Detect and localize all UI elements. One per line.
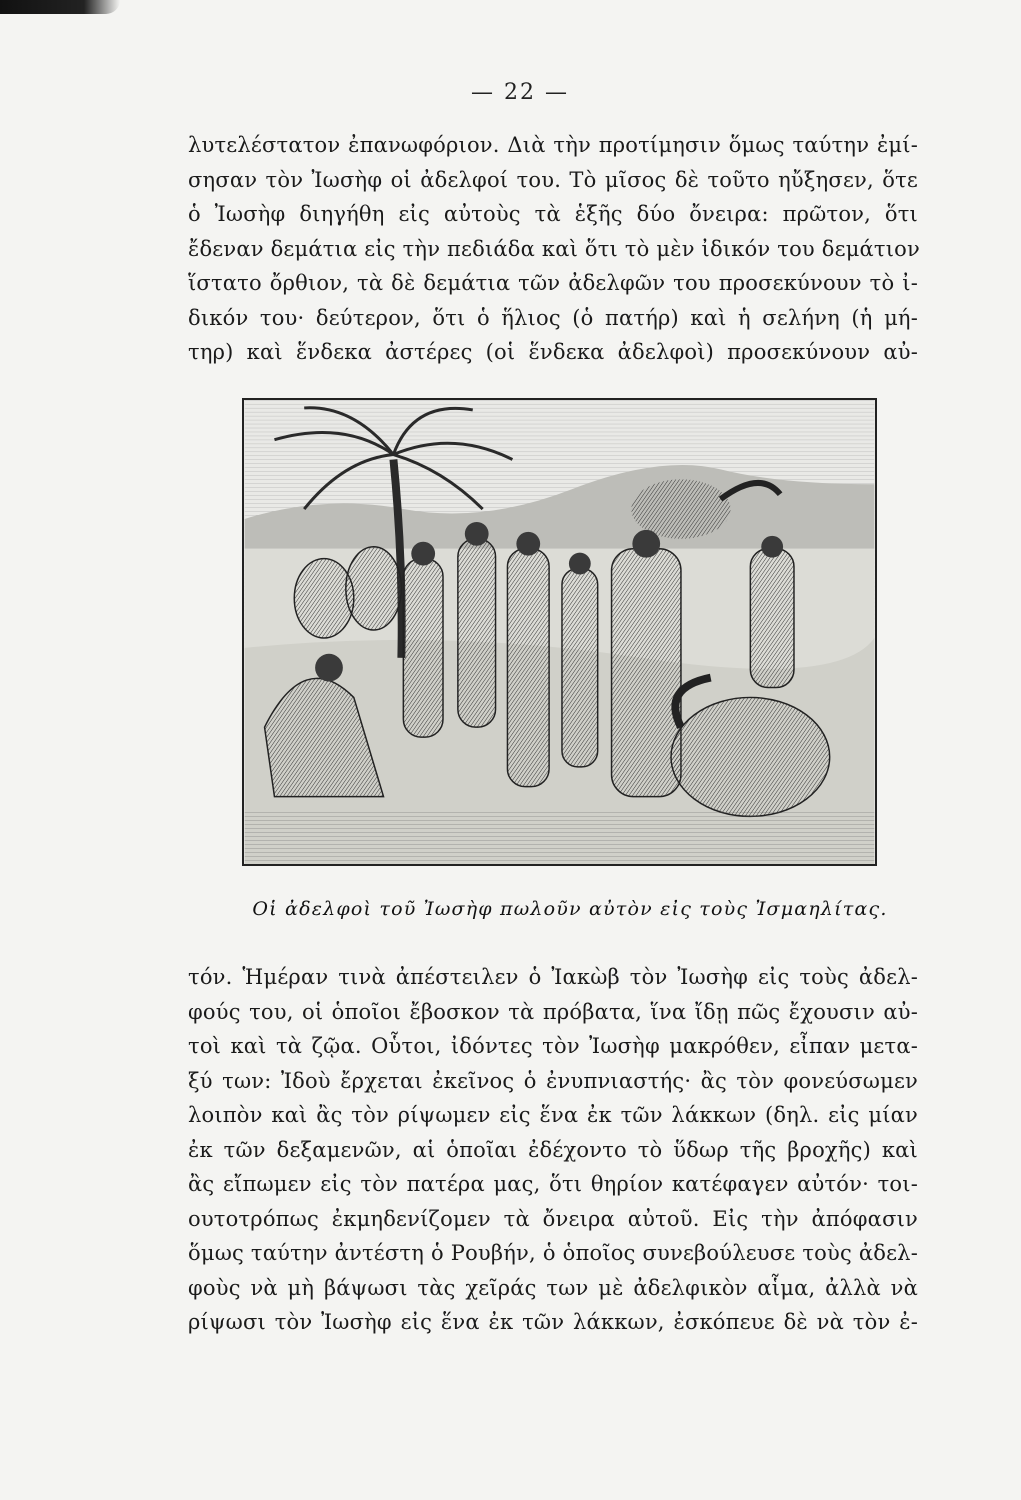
text-line: ξύ των: Ἰδοὺ ἔρχεται ἐκεῖνος ὁ ἐνυπνιαστής· ἂς τὸν φονεύσωμεν xyxy=(188,1068,918,1093)
paragraph-bottom xyxy=(188,960,918,1340)
paragraph-top xyxy=(188,128,918,370)
text-line: τοὶ καὶ τὰ ζῷα. Οὗτοι, ἰδόντες τὸν Ἰωσὴφ μακρόθεν, εἶπαν μετα- xyxy=(188,1034,918,1058)
text-line: τόν. Ἡμέραν τινὰ ἀπέστειλεν ὁ Ἰακὼβ τὸν Ἰωσὴφ εἰς τοὺς ἀδελ- xyxy=(188,965,918,989)
text-line: ρίψωσι τὸν Ἰωσὴφ εἰς ἕνα ἐκ τῶν λάκκων, ἐσκόπευε δὲ νὰ τὸν ἐ- xyxy=(188,1310,918,1334)
text-line: λοιπὸν καὶ ἂς τὸν ρίψωμεν εἰς ἕνα ἐκ τῶν λάκκων (δηλ. εἰς μίαν xyxy=(188,1103,918,1127)
text-line: φούς του, οἱ ὁποῖοι ἔβοσκον τὰ πρόβατα, ἵνα ἴδῃ πῶς ἔχουσιν αὐ- xyxy=(188,999,918,1024)
text-line: τηρ) καὶ ἕνδεκα ἀστέρες (οἱ ἕνδεκα ἀδελφοὶ) προσεκύνουν αὐ- xyxy=(188,340,918,364)
page-number: — 22 — xyxy=(471,80,569,105)
text-line: ὅμως ταύτην ἀντέστη ὁ Ρουβήν, ὁ ὁποῖος συνεβούλευσε τοὺς ἀδελ- xyxy=(188,1241,918,1265)
text-line: λυτελέστατον ἐπανωφόριον. Διὰ τὴν προτίμησιν ὅμως ταύτην ἐμί- xyxy=(188,133,918,157)
illustration-caption: Οἱ ἀδελφοὶ τοῦ Ἰωσὴφ πωλοῦν αὐτὸν εἰς τοὺς Ἰσμαηλίτας. xyxy=(252,898,888,920)
text-line: ἐκ τῶν δεξαμενῶν, αἱ ὁποῖαι ἐδέχοντο τὸ ὕδωρ τῆς βροχῆς) καὶ xyxy=(188,1137,918,1162)
engraving-illustration xyxy=(242,398,877,866)
scan-edge-mark xyxy=(0,0,120,14)
text-line: ἵστατο ὄρθιον, τὰ δὲ δεμάτια τῶν ἀδελφῶν του προσεκύνουν τὸ ἰ- xyxy=(188,271,918,295)
text-line: ουτοτρόπως ἐκμηδενίζομεν τὰ ὄνειρα αὐτοῦ. Εἰς τὴν ἀπόφασιν xyxy=(188,1206,918,1231)
text-line: ἔδεναν δεμάτια εἰς τὴν πεδιάδα καὶ ὅτι τὸ μὲν ἰδικόν του δεμάτιον xyxy=(188,236,920,261)
text-line: φοὺς νὰ μὴ βάψωσι τὰς χεῖράς των μὲ ἀδελφικὸν αἷμα, ἀλλὰ νὰ xyxy=(188,1275,918,1300)
text-line: δικόν του· δεύτερον, ὅτι ὁ ἥλιος (ὁ πατήρ) καὶ ἡ σελήνη (ἡ μή- xyxy=(188,305,918,330)
text-line: ἂς εἴπωμεν εἰς τὸν πατέρα μας, ὅτι θηρίον κατέφαγεν αὐτόν· τοι- xyxy=(188,1172,918,1196)
text-line: ὁ Ἰωσὴφ διηγήθη εἰς αὐτοὺς τὰ ἑξῆς δύο ὄνειρα: πρῶτον, ὅτι xyxy=(188,202,918,226)
engraving-icon xyxy=(244,400,875,864)
text-line: σησαν τὸν Ἰωσὴφ οἱ ἀδελφοί του. Τὸ μῖσος δὲ τοῦτο ηὔξησεν, ὅτε xyxy=(188,167,918,192)
